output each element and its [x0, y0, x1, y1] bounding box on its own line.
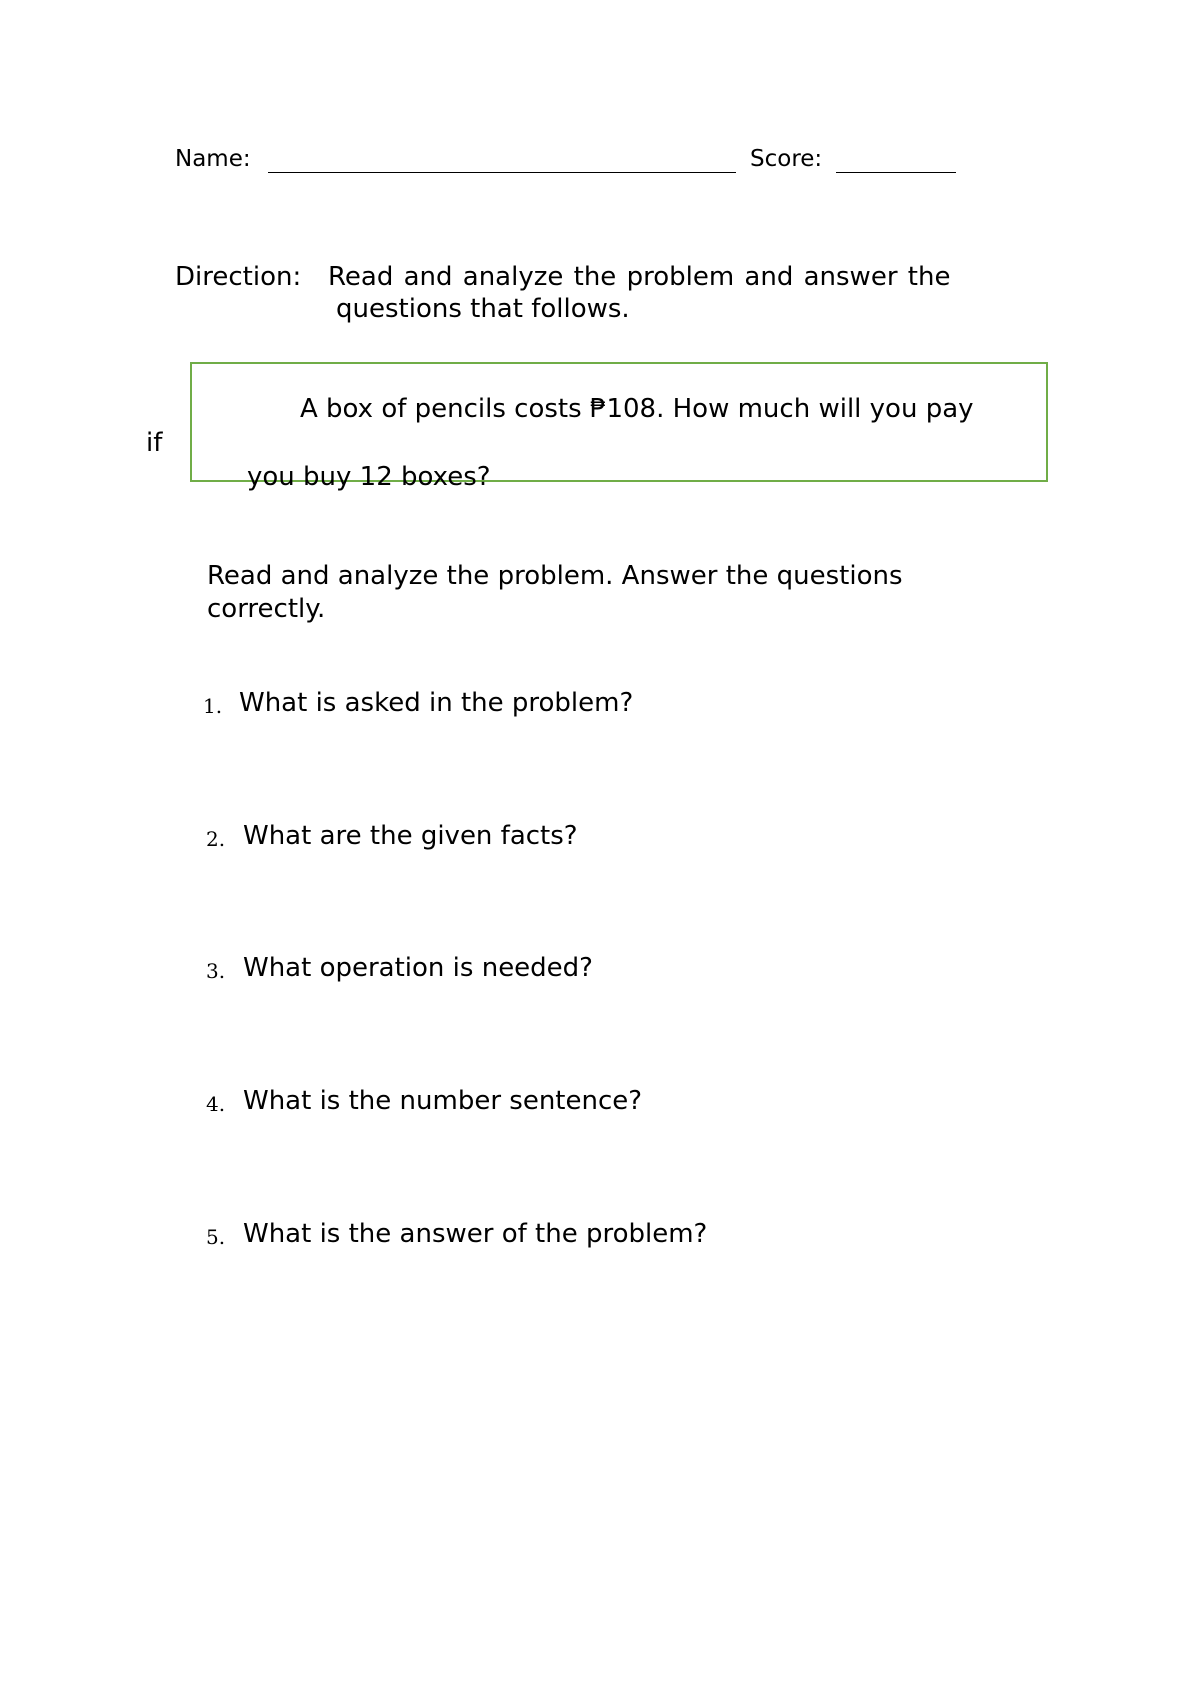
question-number: 3.: [206, 959, 226, 983]
instructions-line2: correctly.: [207, 594, 326, 624]
question-number: 5.: [206, 1225, 226, 1249]
question-text: What operation is needed?: [243, 953, 593, 983]
question-text: What is the number sentence?: [243, 1086, 643, 1116]
question-number: 4.: [206, 1092, 226, 1116]
problem-text-line2: you buy 12 boxes?: [247, 462, 491, 492]
score-blank-line[interactable]: [836, 172, 956, 173]
direction-label: Direction:: [175, 262, 302, 292]
problem-text-line1: A box of pencils costs ₱108. How much will you pay: [300, 394, 974, 424]
name-blank-line[interactable]: [268, 172, 736, 173]
problem-overflow-word: if: [146, 428, 163, 458]
question-text: What is asked in the problem?: [239, 688, 634, 718]
name-label: Name:: [175, 146, 251, 172]
question-number: 2.: [206, 827, 226, 851]
question-text: What are the given facts?: [243, 821, 578, 851]
instructions-line1: Read and analyze the problem. Answer the questions: [207, 561, 903, 591]
score-label: Score:: [750, 146, 823, 172]
direction-text-line1: Read and analyze the problem and answer the: [328, 262, 951, 292]
question-number: 1.: [203, 694, 223, 718]
direction-text-line2: questions that follows.: [336, 294, 630, 324]
question-text: What is the answer of the problem?: [243, 1219, 708, 1249]
